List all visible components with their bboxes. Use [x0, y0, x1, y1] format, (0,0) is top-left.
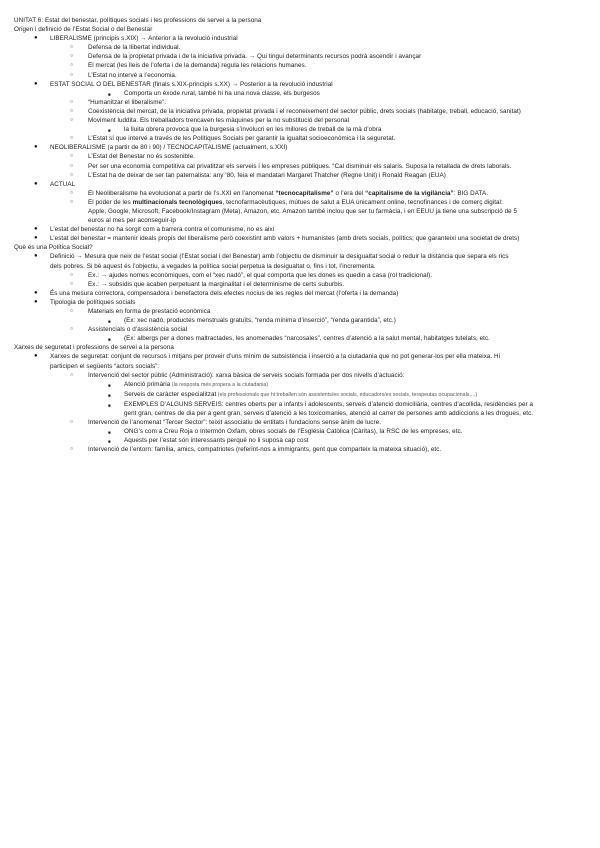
bullet-text: Intervenció de l’anomenat “Tercer Sector”: teixit associatiu de entitats i fundacions sense ànim de lucre. [88, 419, 382, 427]
bullet-circle-icon: ○ [70, 107, 74, 114]
bullet-circle-icon: ○ [70, 446, 74, 453]
section-heading-politica-social: Què és una Política Social? [14, 244, 93, 252]
sub-sub-bullet [14, 380, 586, 390]
bullet-neoliberalisme [14, 143, 586, 152]
bullet-xarxes [14, 352, 586, 370]
section-heading-xarxes: Xarxes de seguretat i professions de servei a la persona [14, 344, 174, 352]
bullet-tipologia [14, 298, 586, 307]
bullet-mesura-correctora [14, 289, 586, 298]
bullet-circle-icon: ○ [70, 53, 74, 60]
bullet-text: Aquests per l’estat són interessants perquè no li suposa cap cost [124, 437, 309, 445]
sub-bullet [14, 71, 586, 80]
bullet-text: LIBERALISME (principis s.XIX) → Anterior a la revolució industrial [50, 35, 238, 43]
sub-bullet [14, 307, 586, 316]
bullet-text: El mercat (les lleis de l’oferta i de la demanda) regula les relacions humanes. [88, 62, 307, 70]
bullet-estat-social [14, 80, 586, 89]
sub-bullet [14, 43, 586, 52]
bullet-text: L’estat del benestar = mantenir ideals propis del liberalisme però coexistint amb valors + humanistes (amb drets socials, polítics; que garanteixi una societat de drets) [50, 235, 520, 243]
bullet-text: Ex.: → subsidis que acaben perpetuant la marginalitat i el determinisme de certs suburbis. [88, 280, 345, 288]
bullet-estat-ideals [14, 234, 586, 243]
sub-sub-bullet [14, 390, 586, 400]
bullet-text: L’Estat sí que intervé a través de les Polítiques Socials per garantir la igualtat socioeconòmica i la seguretat. [88, 135, 396, 143]
bullet-circle-icon: ○ [70, 280, 74, 287]
bullet-text-bold: “capitalisme de la vigilància” [365, 189, 454, 197]
bullet-circle-icon: ○ [70, 326, 74, 333]
bullet-text: És una mesura correctora, compensadora i benefactora dels efectes nocius de les regles del mercat (l’oferta i la demanda) [50, 289, 399, 297]
bullet-text: Per ser una economia competitiva cal privatitzar els serveis i les empreses públiques. “Cal disminuir els salaris. Suposa la retallada de drets laborals. [88, 162, 512, 170]
bullet-liberalisme [14, 34, 586, 43]
sub-sub-bullet [14, 334, 586, 343]
bullet-text: Atenció primària [124, 380, 171, 388]
bullet-disc-icon: ● [34, 180, 38, 187]
bullet-note: (la resposta més propera a la ciutadania) [170, 381, 269, 388]
bullet-disc-icon: ● [34, 144, 38, 151]
bullet-circle-icon: ○ [70, 62, 74, 69]
bullet-actual [14, 180, 586, 189]
bullet-circle-icon: ○ [70, 44, 74, 51]
section-origen-list [14, 34, 586, 243]
bullet-circle-icon: ○ [70, 153, 74, 160]
bullet-definicio [14, 252, 586, 270]
bullet-text: Coexistència del mercat, de la iniciativa privada, propietat privada i el reconeixement del sector públic, drets socials (habitatge, treball, educació, sanitat) [88, 107, 521, 115]
bullet-disc-icon: ● [34, 80, 38, 87]
bullet-disc-icon: ● [34, 353, 38, 360]
bullet-text: dels pobres. Si bé aquest és l’objectiu, a vegades la política social perpetua la desigualtat o, fins i tot, l’incrementa. [50, 262, 376, 270]
document-title: UNITAT 6: Estat del benestar, polítiques socials i les professions de servei a la persona [14, 17, 262, 24]
sub-bullet [14, 271, 586, 280]
bullet-text: Assistencials o d’assistència social [88, 326, 188, 334]
bullet-disc-icon: ● [34, 253, 38, 260]
bullet-text: Apple, Google, Microsoft, Facebook/Instagram (Meta), Amazon, etc. Amazon també inclou que ser tu farmàcia, i en EEUU ja tiene una subscripció de 5 [88, 207, 518, 215]
sub-bullet [14, 116, 586, 125]
bullet-square-icon: ■ [108, 337, 111, 343]
section-heading-origen: Origen i definició de l’Estat Social o del Benestar [14, 26, 153, 34]
bullet-disc-icon: ● [34, 226, 38, 233]
bullet-text: Materials en forma de prestació econòmica [88, 308, 211, 315]
sub-bullet [14, 325, 586, 334]
bullet-square-icon: ■ [108, 439, 111, 445]
sub-bullet [14, 61, 586, 70]
bullet-circle-icon: ○ [70, 98, 74, 105]
bullet-text: ONG’s com a Creu Roja o Intermón Oxfam, obres socials de l’Església Catòlica (Càritas), la RSC de les empreses, etc. [124, 428, 463, 436]
sub-bullet [14, 52, 586, 61]
sub-bullet [14, 280, 586, 289]
sub-bullet [14, 152, 586, 161]
bullet-circle-icon: ○ [70, 162, 74, 169]
sub-sub-bullet [14, 400, 586, 418]
bullet-text: Xarxes de seguretat: conjunt de recursos i mitjans per proveir d’uns mínim de subsistència i inserció a la ciutadania que no pot generar-los per ella mateixa. Hi [50, 353, 501, 361]
bullet-text: la lluita obrera provoca que la burgesia s’involucri en les millores de treball de la mà d’obra [124, 126, 382, 134]
bullet-text: L’Estat no intervé a l’economia. [88, 71, 177, 79]
bullet-text: (Ex: xec nadó, productes menstruals gratuïts, “renda mínima d’inserció”, “renda garantida”, etc.) [124, 317, 396, 325]
bullet-text: participen el següents “actors socials”: [50, 362, 160, 370]
bullet-text-bold: multinacionals tecnològiques [132, 198, 223, 206]
bullet-text: Intervenció del sector públic (Administració): xarxa bàsica de serveis socials formada per dos nivells d’actuació: [88, 371, 405, 379]
sub-bullet [14, 162, 586, 171]
bullet-text: L’Estat del Benestar no és sostenible. [88, 153, 195, 161]
bullet-text: ACTUAL [50, 180, 76, 188]
bullet-disc-icon: ● [34, 235, 38, 242]
bullet-circle-icon: ○ [70, 371, 74, 378]
bullet-text: gent gran, centres de dia per a gent gran, serveis d’atenció a les toxicomanies, atenció al carrer de persones amb addiccions a les drogues, etc. [124, 410, 534, 418]
bullet-text: Defensa de la propietat privada i de la iniciativa privada. → Qui tingui determinants recursos podrà ascendir i avançar [88, 53, 422, 61]
sub-bullet [14, 189, 586, 198]
bullet-text: Defensa de la llibertat individual. [88, 44, 181, 52]
bullet-circle-icon: ○ [70, 308, 74, 314]
bullet-text: Serveis de caràcter especialitzat [124, 390, 217, 398]
sub-sub-bullet [14, 316, 586, 325]
bullet-square-icon: ■ [108, 402, 111, 408]
section-xarxes-list [14, 352, 586, 454]
bullet-text: , tecnofarmacèutiques, mútues de salut a EUA únicament online, tecnofinances i de comerç digital: [222, 198, 503, 206]
bullet-text: o l’era del [333, 189, 366, 197]
bullet-text: ESTAT SOCIAL O DEL BENESTAR (finals s.XIX-principis s.XX) → Posterior a la revolució industrial [50, 80, 333, 88]
bullet-circle-icon: ○ [70, 419, 74, 426]
bullet-text: Ex.: → ajudes nomes econòmiques, com el “xec nadó”, el qual comporta que les dones es quedin a casa (rol tradicional). [88, 271, 433, 279]
bullet-square-icon: ■ [108, 91, 111, 97]
bullet-estat-comunisme [14, 225, 586, 234]
bullet-text: (Ex: albergs per a dones maltractades, les anomenades “narcosales”, centres d’atenció a la salut mental, habitatges tutelats, etc. [124, 335, 490, 343]
sub-bullet [14, 98, 586, 107]
bullet-circle-icon: ○ [70, 271, 74, 278]
bullet-text: Comporta un èxode rural, també hi ha una nova classe, els burgesos [124, 89, 320, 97]
bullet-disc-icon: ● [34, 289, 38, 296]
bullet-disc-icon: ● [34, 298, 38, 305]
bullet-text: El poder de les [88, 198, 133, 206]
sub-sub-bullet [14, 436, 586, 445]
bullet-square-icon: ■ [108, 319, 111, 325]
bullet-circle-icon: ○ [70, 189, 74, 196]
bullet-text: NEOLIBERALISME (a partir de 80 i 90) / TECNOCAPITALISME (actualment, s.XXI) [50, 144, 288, 152]
bullet-square-icon: ■ [108, 392, 111, 398]
bullet-note: (els professionals que hi treballen són assistents/es socials, educadors/es socials, terapeutas ocupacionals,...) [216, 391, 478, 398]
sub-bullet [14, 445, 586, 454]
bullet-square-icon: ■ [108, 382, 111, 388]
bullet-text: L’Estat ha de deixar de ser tan paternalista: any ’80, feia el mandatari Margaret Thatcher (Regne Unit) i Ronald Reagan (EUA) [88, 171, 446, 179]
bullet-text: Definició → Mesura que neix de l’estat social (l’Estat social i del Benestar) amb l’objectiu de disminuir la desigualtat social o reduir la distància que separa els rics [50, 253, 509, 261]
bullet-square-icon: ■ [108, 128, 111, 134]
bullet-text: El Neoliberalisme ha evolucionat a partir de l’s.XXI en l’anomenat [88, 189, 276, 197]
sub-bullet [14, 371, 586, 380]
bullet-text: : BIG DATA. [453, 189, 489, 197]
bullet-circle-icon: ○ [70, 71, 74, 78]
bullet-circle-icon: ○ [70, 117, 74, 124]
bullet-square-icon: ■ [108, 430, 111, 436]
bullet-text: Tipologia de polítiques socials [50, 298, 136, 306]
bullet-text: EXEMPLES D’ALGUNS SERVEIS: centres oberts per a infants i adolescents, serveis d’atenció domiciliària, centres d’acollida, residències per a [124, 400, 534, 408]
sub-sub-bullet [14, 125, 586, 134]
sub-sub-bullet [14, 427, 586, 436]
section-politica-list [14, 252, 586, 343]
bullet-circle-icon: ○ [70, 198, 74, 205]
sub-bullet [14, 134, 586, 143]
bullet-text: “Humanitzar el liberalisme”. [88, 98, 167, 106]
bullet-circle-icon: ○ [70, 171, 74, 178]
bullet-text: Moviment luddita. Els treballadors trencaven les màquines per la no substitució del personal [88, 117, 350, 125]
bullet-text-bold: “tecnocapitalisme” [275, 189, 334, 197]
sub-sub-bullet [14, 89, 586, 98]
bullet-text: L’estat del benestar no ha sorgit com a barrera contra el comunisme, no es així [50, 226, 275, 234]
bullet-disc-icon: ● [34, 35, 38, 42]
bullet-text: euros al mes per aconseguir-ip [88, 217, 176, 225]
bullet-text: Intervenció de l’entorn: família, amics, compatriotes (referint-nos a immigrants, gent que comparteix la mateixa situació), etc. [88, 446, 442, 454]
sub-bullet [14, 418, 586, 427]
sub-bullet [14, 107, 586, 116]
sub-bullet [14, 198, 586, 225]
sub-bullet [14, 171, 586, 180]
bullet-circle-icon: ○ [70, 135, 74, 142]
